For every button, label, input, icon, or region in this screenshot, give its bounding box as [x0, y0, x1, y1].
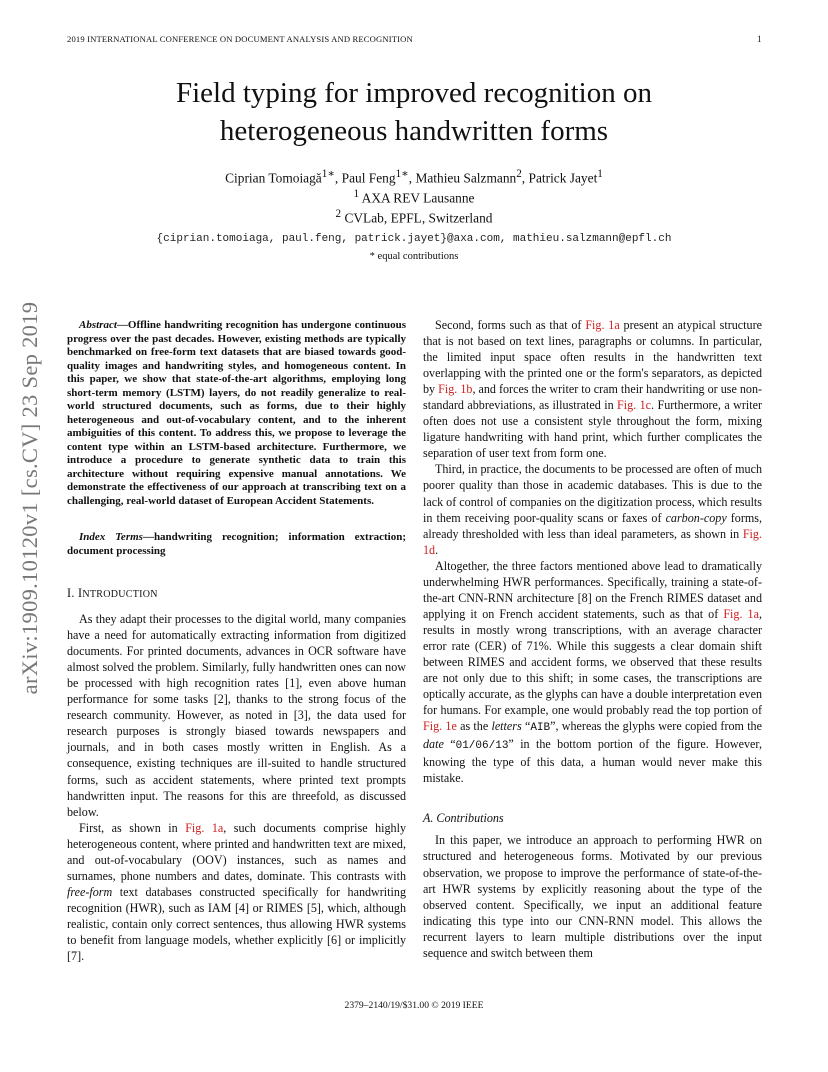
monospace-run: 01/06/13 — [455, 740, 509, 753]
figure-link[interactable]: Fig. 1c — [617, 398, 652, 413]
intro-paragraph-1: As they adapt their processes to the digital world, many companies have a need for automatically extracting information from digitized documents. For printed documents, advances in OCR software have almost solved the problem. Similarly, fully handwritten ones can now be processed with high recognition rates [1], even above human performance for some tasks [2], thanks to the strong focus of the research community. However, as noted in [3], the data used for research purposes is strongly biased towards newspapers and journals, and in both cases mostly written in English. As a consequence, existing techniques are ill-suited to handle structured forms, such as accident statements, where printed text prompts handwritten input. The reasons for this are threefold, as discussed below. — [67, 612, 406, 819]
text-run: present an atypical structure that is not based on text lines, paragraphs or columns. In particular, the limited input space often results in the handwritten text overlapping with the printed one or the form's separators, as depicted by — [423, 318, 762, 397]
text-run: , such documents comprise highly heterogeneous content, where printed and handwritten text are mixed, and out-of-vocabulary (OOV) instances, such as names and surnames, phone numbers and dates, dominate. This contrasts with — [67, 820, 406, 883]
text-run: First, as shown in — [79, 820, 186, 835]
paper-title-line-1: Field typing for improved recognition on — [175, 77, 652, 109]
figure-link[interactable]: Fig. 1d — [423, 526, 762, 557]
author-name: Ciprian Tomoiagă — [225, 170, 322, 186]
text-run: ”, whereas the glyphs were copied from the — [550, 719, 762, 734]
intro-paragraph-4 — [423, 461, 762, 557]
text-run: Third, in practice, the documents to be processed are often of much poorer quality than those in academic databases. This is due to the lack of control of companies on the digitization process, which results in them receiving poor-quality scans or faxes of — [423, 462, 762, 525]
text-run: Second, forms such as that of — [435, 318, 586, 332]
figure-link[interactable]: Fig. 1b — [438, 382, 473, 397]
author-name: Patrick Jayet — [528, 170, 598, 186]
figure-link[interactable]: Fig. 1a — [185, 820, 224, 835]
contributions-paragraph: In this paper, we introduce an approach to performing HWR on structured and heterogeneous forms. Motivated by our previous observation, we propose to improve the performance of state-of-the-art HWR systems by explicitly reasoning about the type of the observed content. Specifically, we input an additional feature indicating this type into our CNN-RNN model. This allows the recurrent layers to learn multiple distributions over the input sequence and switch between them — [423, 833, 762, 960]
arxiv-stamp: arXiv:1909.10120v1 [cs.CV] 23 Sep 2019 — [17, 301, 42, 695]
abstract-text: —Offline handwriting recognition has undergone continuous progress over the past decades. However, existing methods are typically benchmarked on free-form text datasets that are biased towards good-quality images and handwriting styles, and homogeneous content. In this paper, we show that state-of-the-art algorithms, employing long short-term memory (LSTM) layers, do not readily generalize to real-world structured documents, such as forms, due to their highly heterogeneous and out-of-vocabulary content, and to the inherent ambiguities of this content. To address this, we propose to leverage the content type within an LSTM-based architecture. Furthermore, we introduce a procedure to generate synthetic data to train this architecture without requiring expensive manual annotations. We demonstrate the effectiveness of our approach at transcribing text on a challenging, real-world dataset of European Accident Statements. — [67, 319, 406, 507]
text-run: “ — [443, 737, 456, 752]
section-heading-introduction — [67, 585, 406, 603]
italic-run: carbon-copy — [665, 510, 727, 525]
affiliation-name: CVLab, EPFL, Switzerland — [344, 210, 493, 226]
intro-paragraph-5 — [423, 558, 762, 787]
subsection-heading-contributions: A. Contributions — [423, 811, 504, 826]
left-column — [67, 319, 406, 964]
text-run: , and forces the writer to cram their handwriting or use non-standard abbreviations, as illustrated in — [423, 382, 763, 413]
running-header: 2019 INTERNATIONAL CONFERENCE ON DOCUMENT ANALYSIS AND RECOGNITION — [67, 34, 413, 44]
text-run: “ — [521, 719, 531, 734]
section-number: I. — [67, 586, 78, 600]
index-terms-label: Index Terms — [79, 531, 143, 543]
copyright-footer: 2379–2140/19/$31.00 © 2019 IEEE — [344, 1000, 484, 1011]
affiliation-mark: 1 — [353, 188, 360, 200]
figure-link[interactable]: Fig. 1a — [585, 318, 620, 332]
affiliation-2 — [90, 208, 738, 226]
author-emails: {ciprian.tomoiaga, paul.feng, patrick.jayet}@axa.com, mathieu.salzmann@epfl.ch — [156, 233, 672, 245]
author-mark: 1∗ — [321, 168, 335, 180]
abstract-label: Abstract — [79, 319, 117, 331]
text-run: , results in mostly wrong transcriptions, with an average character error rate (CER) of 71%. While this suggests a clear domain shift between RIMES and accident forms, we observed that these results are not only due to this shift; in some cases, the transcriptions are optically accurate, as the glyphs can have a double interpretation even for humans. For example, one would probably read the top portion of — [423, 606, 762, 718]
author-mark: 2 — [516, 168, 522, 180]
italic-run: letters — [491, 719, 522, 734]
paper-title-line-2: heterogeneous handwritten forms — [219, 115, 609, 147]
text-run: as the — [456, 719, 492, 734]
author-mark: 1∗ — [395, 168, 409, 180]
affiliation-name: AXA REV Lausanne — [361, 190, 475, 206]
affiliation-1 — [90, 188, 738, 206]
section-cap: I — [77, 586, 83, 600]
equal-contribution-note: * equal contributions — [369, 251, 459, 262]
affiliation-mark: 2 — [335, 208, 342, 220]
text-run: . — [435, 542, 439, 557]
text-run: text databases constructed specifically for handwriting recognition (HWR), such as IAM [4] or RIMES [5], which, although realistic, contain only correct sentences, thus allowing HWR systems to benefit from language models, whether explicitly [6] or implicitly [7]. — [67, 884, 406, 964]
intro-paragraph-2 — [67, 820, 406, 964]
author-name: Mathieu Salzmann — [415, 170, 517, 186]
monospace-run: AIB — [530, 722, 551, 735]
index-terms-text: —handwriting recognition; information extraction; document processing — [67, 531, 406, 557]
right-column — [423, 317, 762, 961]
index-terms — [67, 531, 406, 558]
italic-run: free-form — [67, 884, 113, 899]
intro-paragraph-3 — [423, 317, 762, 461]
abstract — [67, 319, 406, 508]
text-run: forms, already thresholded with less than ideal parameters, as shown in — [423, 510, 762, 541]
figure-link[interactable]: Fig. 1e — [423, 719, 457, 734]
section-rest: NTRODUCTION — [82, 589, 158, 600]
text-run: ” in the bottom portion of the figure. However, knowing the type of this data, a human would never make this mistake. — [423, 737, 762, 786]
italic-run: date — [423, 737, 444, 752]
text-run: Altogether, the three factors mentioned above lead to dramatically underwhelming HWR performances. Specifically, training a state-of-the-art CNN-RNN architecture [8] on the French RIMES dataset and applying it on French accident statements, such as that of — [423, 558, 762, 621]
figure-link[interactable]: Fig. 1a — [723, 606, 759, 621]
text-run: . Furthermore, a writer often does not use a consistent style throughout the form, mixing ligature handwriting with hand print, which further complicates the separation of user text from form one. — [423, 398, 762, 461]
page-number: 1 — [757, 34, 762, 44]
author-list: Ciprian Tomoiagă$^{1∗}$, Paul Feng$^{1∗}$, Mathieu Salzmann$^2$, Patrick Jayet$^1$ — [225, 168, 603, 186]
author-mark: 1 — [597, 168, 603, 180]
author-name: Paul Feng — [341, 170, 396, 186]
